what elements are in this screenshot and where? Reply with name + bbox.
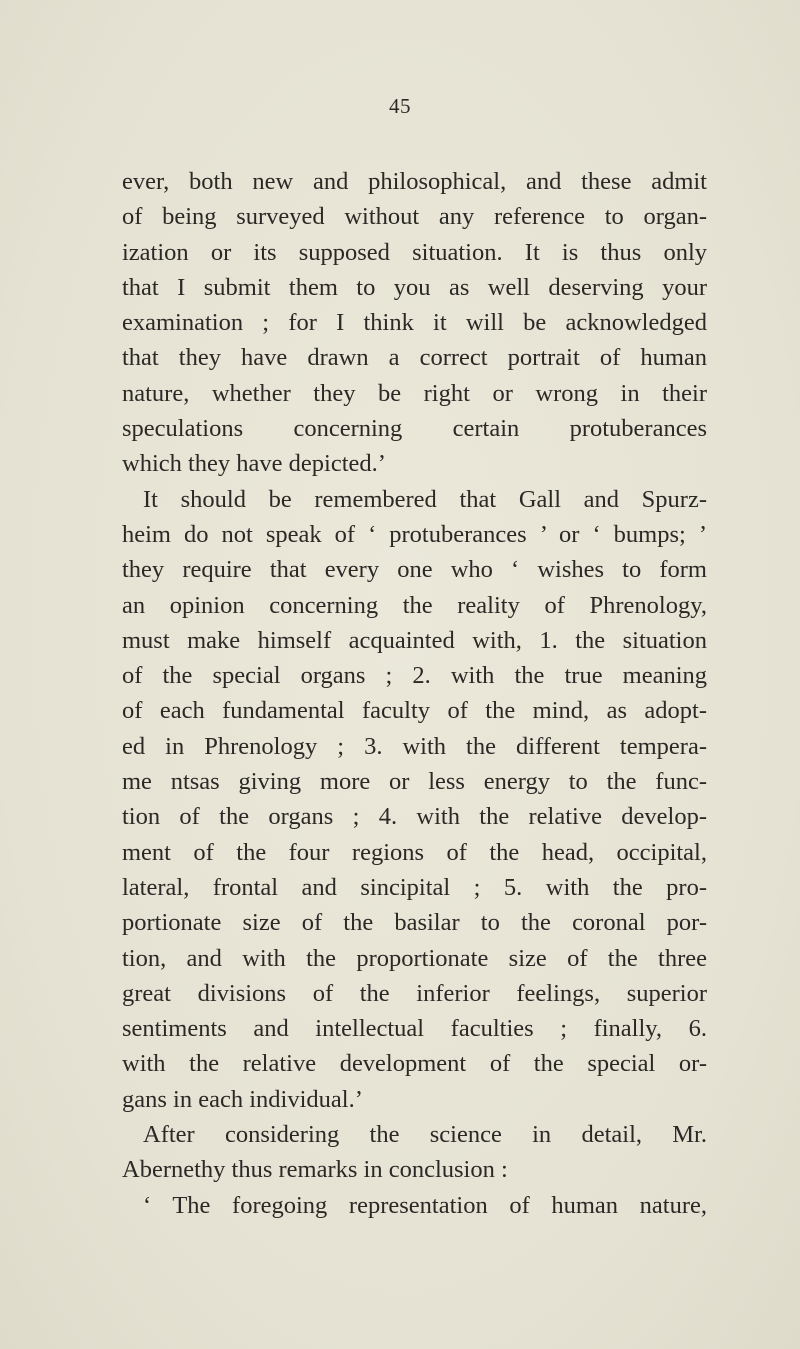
- text-line: of being surveyed without any reference to organ-: [122, 203, 707, 231]
- text-line: tion of the organs ; 4. with the relative develop-: [122, 803, 707, 831]
- text-line: Abernethy thus remarks in conclusion :: [122, 1156, 508, 1184]
- text-line: ed in Phrenology ; 3. with the different tempera-: [122, 732, 707, 760]
- text-line: examination ; for I think it will be acknowledged: [122, 309, 707, 337]
- text-line: an opinion concerning the reality of Phrenology,: [122, 591, 707, 619]
- text-line: of the special organs ; 2. with the true meaning: [122, 662, 707, 690]
- page-number: 45: [389, 94, 411, 118]
- text-line: tion, and with the proportionate size of the three: [122, 944, 707, 972]
- text-line: gans in each individual.’: [122, 1085, 363, 1113]
- text-line: nature, whether they be right or wrong in their: [122, 379, 707, 407]
- text-line: must make himself acquainted with, 1. the situation: [122, 626, 707, 654]
- text-line: sentiments and intellectual faculties ; finally, 6.: [122, 1015, 707, 1043]
- text-line: heim do not speak of ‘ protuberances ’ or ‘ bumps; ’: [122, 520, 707, 548]
- text-line: ization or its supposed situation. It is thus only: [122, 238, 707, 266]
- text-line: that they have drawn a correct portrait of human: [122, 344, 707, 372]
- text-line: with the relative development of the special or-: [122, 1050, 707, 1078]
- text-line: speculations concerning certain protuberances: [122, 415, 707, 443]
- text-line: which they have depicted.’: [122, 450, 386, 478]
- text-line: portionate size of the basilar to the coronal por-: [122, 909, 707, 937]
- text-line: ment of the four regions of the head, occipital,: [122, 838, 707, 866]
- text-line: great divisions of the inferior feelings, superior: [122, 979, 707, 1007]
- text-line: After considering the science in detail, Mr.: [143, 1121, 707, 1149]
- text-line: ‘ The foregoing representation of human nature,: [143, 1191, 707, 1219]
- text-line: of each fundamental faculty of the mind, as adopt-: [122, 697, 707, 725]
- body-text: [122, 164, 707, 1223]
- text-line: It should be remembered that Gall and Spurz-: [143, 485, 707, 513]
- text-line: ever, both new and philosophical, and these admit: [122, 168, 707, 195]
- text-line: lateral, frontal and sincipital ; 5. with the pro-: [122, 873, 707, 901]
- text-line: me ntsas giving more or less energy to the func-: [122, 768, 707, 796]
- text-line: they require that every one who ‘ wishes to form: [122, 556, 707, 584]
- text-line: that I submit them to you as well deserving your: [122, 273, 707, 301]
